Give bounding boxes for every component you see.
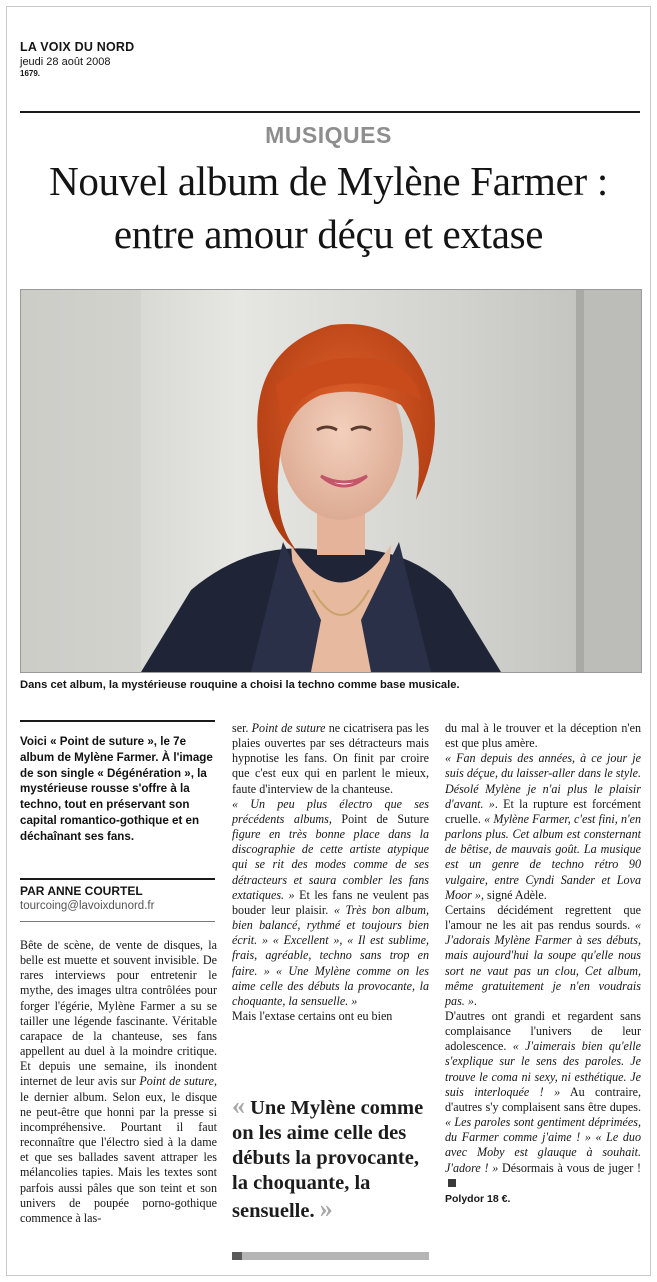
author-email: tourcoing@lavoixdunord.fr [20, 900, 155, 912]
body-text-run: . Et la rupture est forcément cruelle. [445, 796, 641, 826]
body-text-run: Et les fans ne veulent pas bouder leur plaisir. [232, 887, 429, 917]
quote-italic: « Un peu plus électro que ses précédents albums, [232, 796, 429, 826]
body-text-run: . [473, 993, 477, 1008]
price-line [445, 1191, 641, 1207]
album-title-italic: Point de suture [251, 721, 326, 735]
portrait-illustration [21, 290, 641, 672]
author-name: PAR ANNE COURTEL [20, 884, 143, 898]
photo-caption: Dans cet album, la mystérieuse rouquine a choisi la techno comme base musicale. [20, 679, 460, 691]
body-paragraph [20, 938, 217, 1226]
byline-bottom-rule [20, 921, 215, 922]
body-text-run: ser. [232, 721, 252, 735]
fan-quotes-italic: « Très bon album, bien balancé, rythmé et toujours bien écrit. » « Excellent », « Il est sublime, frais, agréable, techno sans trop en faire. » « Une Mylène comme on les aime celle des débuts la provocante, la choquante, la sensuelle. » [232, 902, 429, 1008]
pull-quote [232, 1093, 429, 1224]
masthead [20, 40, 134, 78]
album-title-roman: Point de Suture [341, 811, 429, 826]
pull-quote-open-mark: « [232, 1091, 245, 1120]
top-rule [20, 111, 640, 113]
pull-quote-bar [232, 1252, 429, 1260]
body-paragraph [445, 1009, 641, 1191]
quote-italic: « J'adorais Mylène Farmer à ses débuts, mais aujourd'hui la soupe qu'elle nous sort ne vaut pas un clou, Cet album, même gratuitement je n'en voudrais pas. » [445, 918, 641, 1008]
publication-date: jeudi 28 août 2008 [20, 56, 111, 68]
newspaper-name: LA VOIX DU NORD [20, 40, 135, 54]
body-text-run: ne cicatrisera pas les plaies ouvertes par ses détracteurs mais hypnotise les fans. On finit par croire que c'est eux qui en parlent le mieux, faute d'interview de la chanteuse. [232, 721, 429, 796]
body-text-run: Désormais à vous de juger ! [498, 1160, 642, 1175]
body-paragraph [445, 751, 641, 903]
quote-italic: « Les paroles sont gentiment déprimées, du Farmer comme j'aime ! » « Le duo avec Moby est glauque à souhait. J'adore ! » [445, 1115, 641, 1175]
body-column-1 [20, 938, 217, 1226]
body-text-run: Bête de scène, de vente de disques, la belle est muette et souvent invisible. De rares interviews pour entretenir le mythe, des images ultra contrôlées pour forger l'égérie, Mylène Farmer a su se tailler une légende fascinante. Véritable carapace de la chanteuse, ses fans appellent au duel à la moindre critique. Et depuis une semaine, ils inondent internet de leur avis sur [20, 938, 217, 1089]
page-code: 1679. [20, 69, 41, 78]
body-paragraph [232, 797, 429, 1009]
body-text-run: D'autres ont grandi et regardent sans complaisance l'univers de leur adolescence. [445, 1008, 641, 1054]
article-photo [20, 289, 642, 673]
headline-line-1: Nouvel album de Mylène Farmer : [49, 158, 608, 204]
body-paragraph [445, 721, 641, 751]
album-price: Polydor 18 €. [445, 1192, 511, 1205]
lead-top-rule [20, 720, 215, 722]
pull-quote-close-mark: » [319, 1194, 333, 1223]
body-paragraph [232, 721, 429, 797]
quote-italic: « Fan depuis des années, à ce jour je suis déçue, du laisser-aller dans le style. Désolé Mylène je n'ai plus le plaisir d'avant. » [445, 751, 641, 811]
lead-paragraph: Voici « Point de suture », le 7e album de Mylène Farmer. À l'image de son single « Dégénération », la mystérieuse rousse s'offre à la techno, tout en préservant son capital romantico-gothique et en déchaînant ses fans. [20, 735, 213, 843]
headline-line-2: entre amour déçu et extase [113, 211, 544, 257]
body-column-2 [232, 721, 429, 1024]
quote-italic: « Mylène Farmer, c'est fini, n'en parlons plus. Cet album est consternant de bêtise, de mauvais goût. La musique est un genre de techno rétro 90 vulgaire, entre Cyndi Sander et Lova Moor » [445, 811, 641, 902]
headline [0, 155, 657, 261]
body-text-run: Certains décidément regrettent que l'amour ne les ait pas rendus sourds. [445, 902, 641, 933]
body-text-run: , signé Adèle. [480, 887, 547, 902]
byline-top-rule [20, 878, 215, 880]
section-label: MUSIQUES [265, 122, 392, 148]
quote-italic: figure en très bonne place dans la discographie de cette artiste atypique qui se rit des modes comme de ses détracteurs et saura combler les fans extatiques. » [232, 827, 429, 902]
body-text-run: Au contraire, d'autres s'y complaisent sans être dupes. [445, 1084, 641, 1114]
byline [20, 884, 215, 914]
body-text-run: du mal à le trouver et la déception n'en est que plus amère. [445, 721, 641, 751]
body-text-run: Mais l'extase certains ont eu bien [232, 1008, 393, 1023]
album-title-italic: Point de suture [139, 1074, 214, 1089]
pull-quote-text: Une Mylène comme on les aime celle des débuts la provocante, la choquante, la sensuelle. [232, 1097, 424, 1222]
quote-italic: « J'aimerais bien qu'elle s'explique sur le sens des paroles. Je trouve le coma ni sexy, ni esthétique. Je suis interloquée ! » [445, 1039, 642, 1099]
end-of-article-mark [448, 1179, 456, 1187]
body-column-3 [445, 721, 641, 1207]
body-paragraph [232, 1009, 429, 1024]
body-paragraph [445, 903, 641, 1009]
body-text-run: , le dernier album. Selon eux, le disque ne peut-être que honni par la presse si incompréhensive. Pourtant il faut reconnaître que l'électro sied à la dame et que ses ballades savent attraper les mélancolies tapies. Mais les textes sont parfois aussi pâles que son teint et son univers de poupée porno-gothique commence à las- [20, 1074, 217, 1225]
